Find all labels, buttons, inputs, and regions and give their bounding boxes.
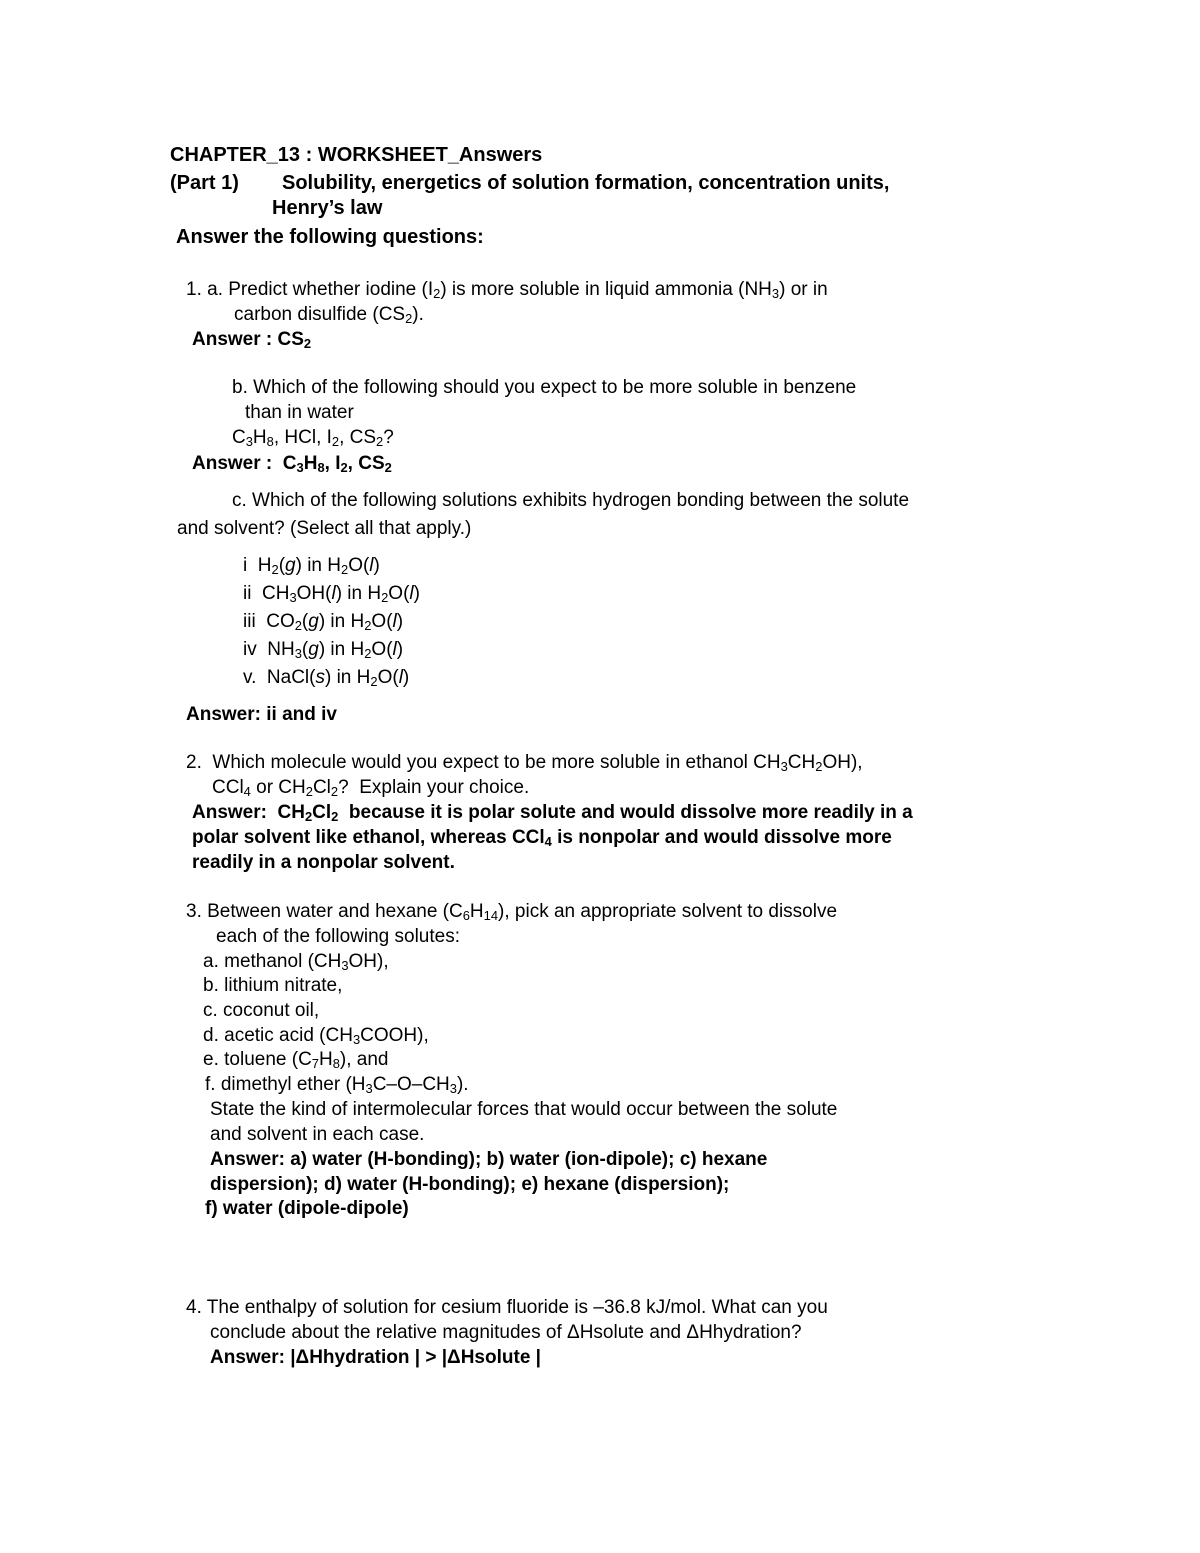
q3-state-line2: and solvent in each case. xyxy=(210,1124,425,1145)
q1c-option-i: i $H_2(g)$ in $H_2O(l)$ xyxy=(243,555,380,578)
q1b-answer: Answer : $C_3H_8$, $I_2$, $CS_2$ xyxy=(192,453,392,476)
instruction: Answer the following questions: xyxy=(176,226,484,248)
q1a-line1: 1. a. Predict whether iodine $(I_2)$ is more soluble in liquid ammonia $(NH_3)$ or in xyxy=(186,279,828,302)
q3-answer-line2: dispersion); d) water (H-bonding); e) hexane (dispersion); xyxy=(210,1174,730,1195)
q4-line1: 4. The enthalpy of solution for cesium fluoride is –36.8 kJ/mol. What can you xyxy=(186,1297,828,1318)
q1c-line2: and solvent? (Select all that apply.) xyxy=(177,518,472,539)
q2-answer-line3: readily in a nonpolar solvent. xyxy=(192,852,455,873)
q3-answer-line3: f) water (dipole-dipole) xyxy=(205,1198,409,1219)
q2-line2: CCl$_4$ or $CH_2Cl_2$? Explain your choice. xyxy=(212,777,530,800)
q1b-line2: than in water xyxy=(245,402,354,423)
q1a-answer: Answer : $CS_2$ xyxy=(192,329,312,352)
q1b-line1: b. Which of the following should you expect to be more soluble in benzene xyxy=(232,377,857,398)
q2-line1: 2. Which molecule would you expect to be more soluble in ethanol $CH_3CH_2OH$), xyxy=(186,752,863,775)
part-topics-line1: Solubility, energetics of solution formation, concentration units, xyxy=(282,172,890,194)
q1c-line1: c. Which of the following solutions exhibits hydrogen bonding between the solute xyxy=(232,490,910,511)
q3-line2: each of the following solutes: xyxy=(216,926,460,947)
q1a-line2: carbon disulfide $(CS_2)$. xyxy=(234,304,424,327)
q2-answer-line1: Answer: $CH_2Cl_2$ because it is polar solute and would dissolve more readily in a xyxy=(192,802,913,825)
q4-line2: conclude about the relative magnitudes of ΔHsolute and ΔHhydration? xyxy=(210,1322,802,1343)
q2-answer-line2: polar solvent like ethanol, whereas CCl$_4$ is nonpolar and would dissolve more xyxy=(192,827,892,850)
q1c-option-iii: iii $CO_2(g)$ in $H_2O(l)$ xyxy=(243,611,404,634)
q1b-options: $C_3H_8$, HCl, $I_2$, $CS_2$? xyxy=(232,427,394,450)
q3-item-d: d. acetic acid $(CH_3COOH)$, xyxy=(203,1025,429,1048)
q1c-option-v: v. NaCl(s) in $H_2O(l)$ xyxy=(243,667,410,690)
q1c-option-ii: ii $CH_3OH(l)$ in $H_2O(l)$ xyxy=(243,583,420,606)
q3-item-e: e. toluene $(C_7H_8)$, and xyxy=(203,1049,389,1072)
q3-answer-line1: Answer: a) water (H-bonding); b) water (ion-dipole); c) hexane xyxy=(210,1149,768,1170)
q3-item-a: a. methanol $(CH_3OH)$, xyxy=(203,951,389,974)
q3-line1: 3. Between water and hexane $(C_6H_{14})$, pick an appropriate solvent to dissolve xyxy=(186,901,838,924)
q3-item-c: c. coconut oil, xyxy=(203,1000,320,1021)
part-topics-line2: Henry’s law xyxy=(272,197,383,219)
page-title: CHAPTER_13 : WORKSHEET_Answers xyxy=(170,144,543,166)
q1c-option-iv: iv $NH_3(g)$ in $H_2O(l)$ xyxy=(243,639,404,662)
q3-item-f: f. dimethyl ether $(H_3C-O-CH_3)$. xyxy=(205,1074,469,1097)
q3-state-line1: State the kind of intermolecular forces that would occur between the solute xyxy=(210,1099,838,1120)
q1c-answer: Answer: ii and iv xyxy=(186,704,337,725)
q3-item-b: b. lithium nitrate, xyxy=(203,975,343,996)
part-label: (Part 1) xyxy=(170,172,239,194)
q4-answer: Answer: |ΔHhydration | > |ΔHsolute | xyxy=(210,1347,541,1368)
